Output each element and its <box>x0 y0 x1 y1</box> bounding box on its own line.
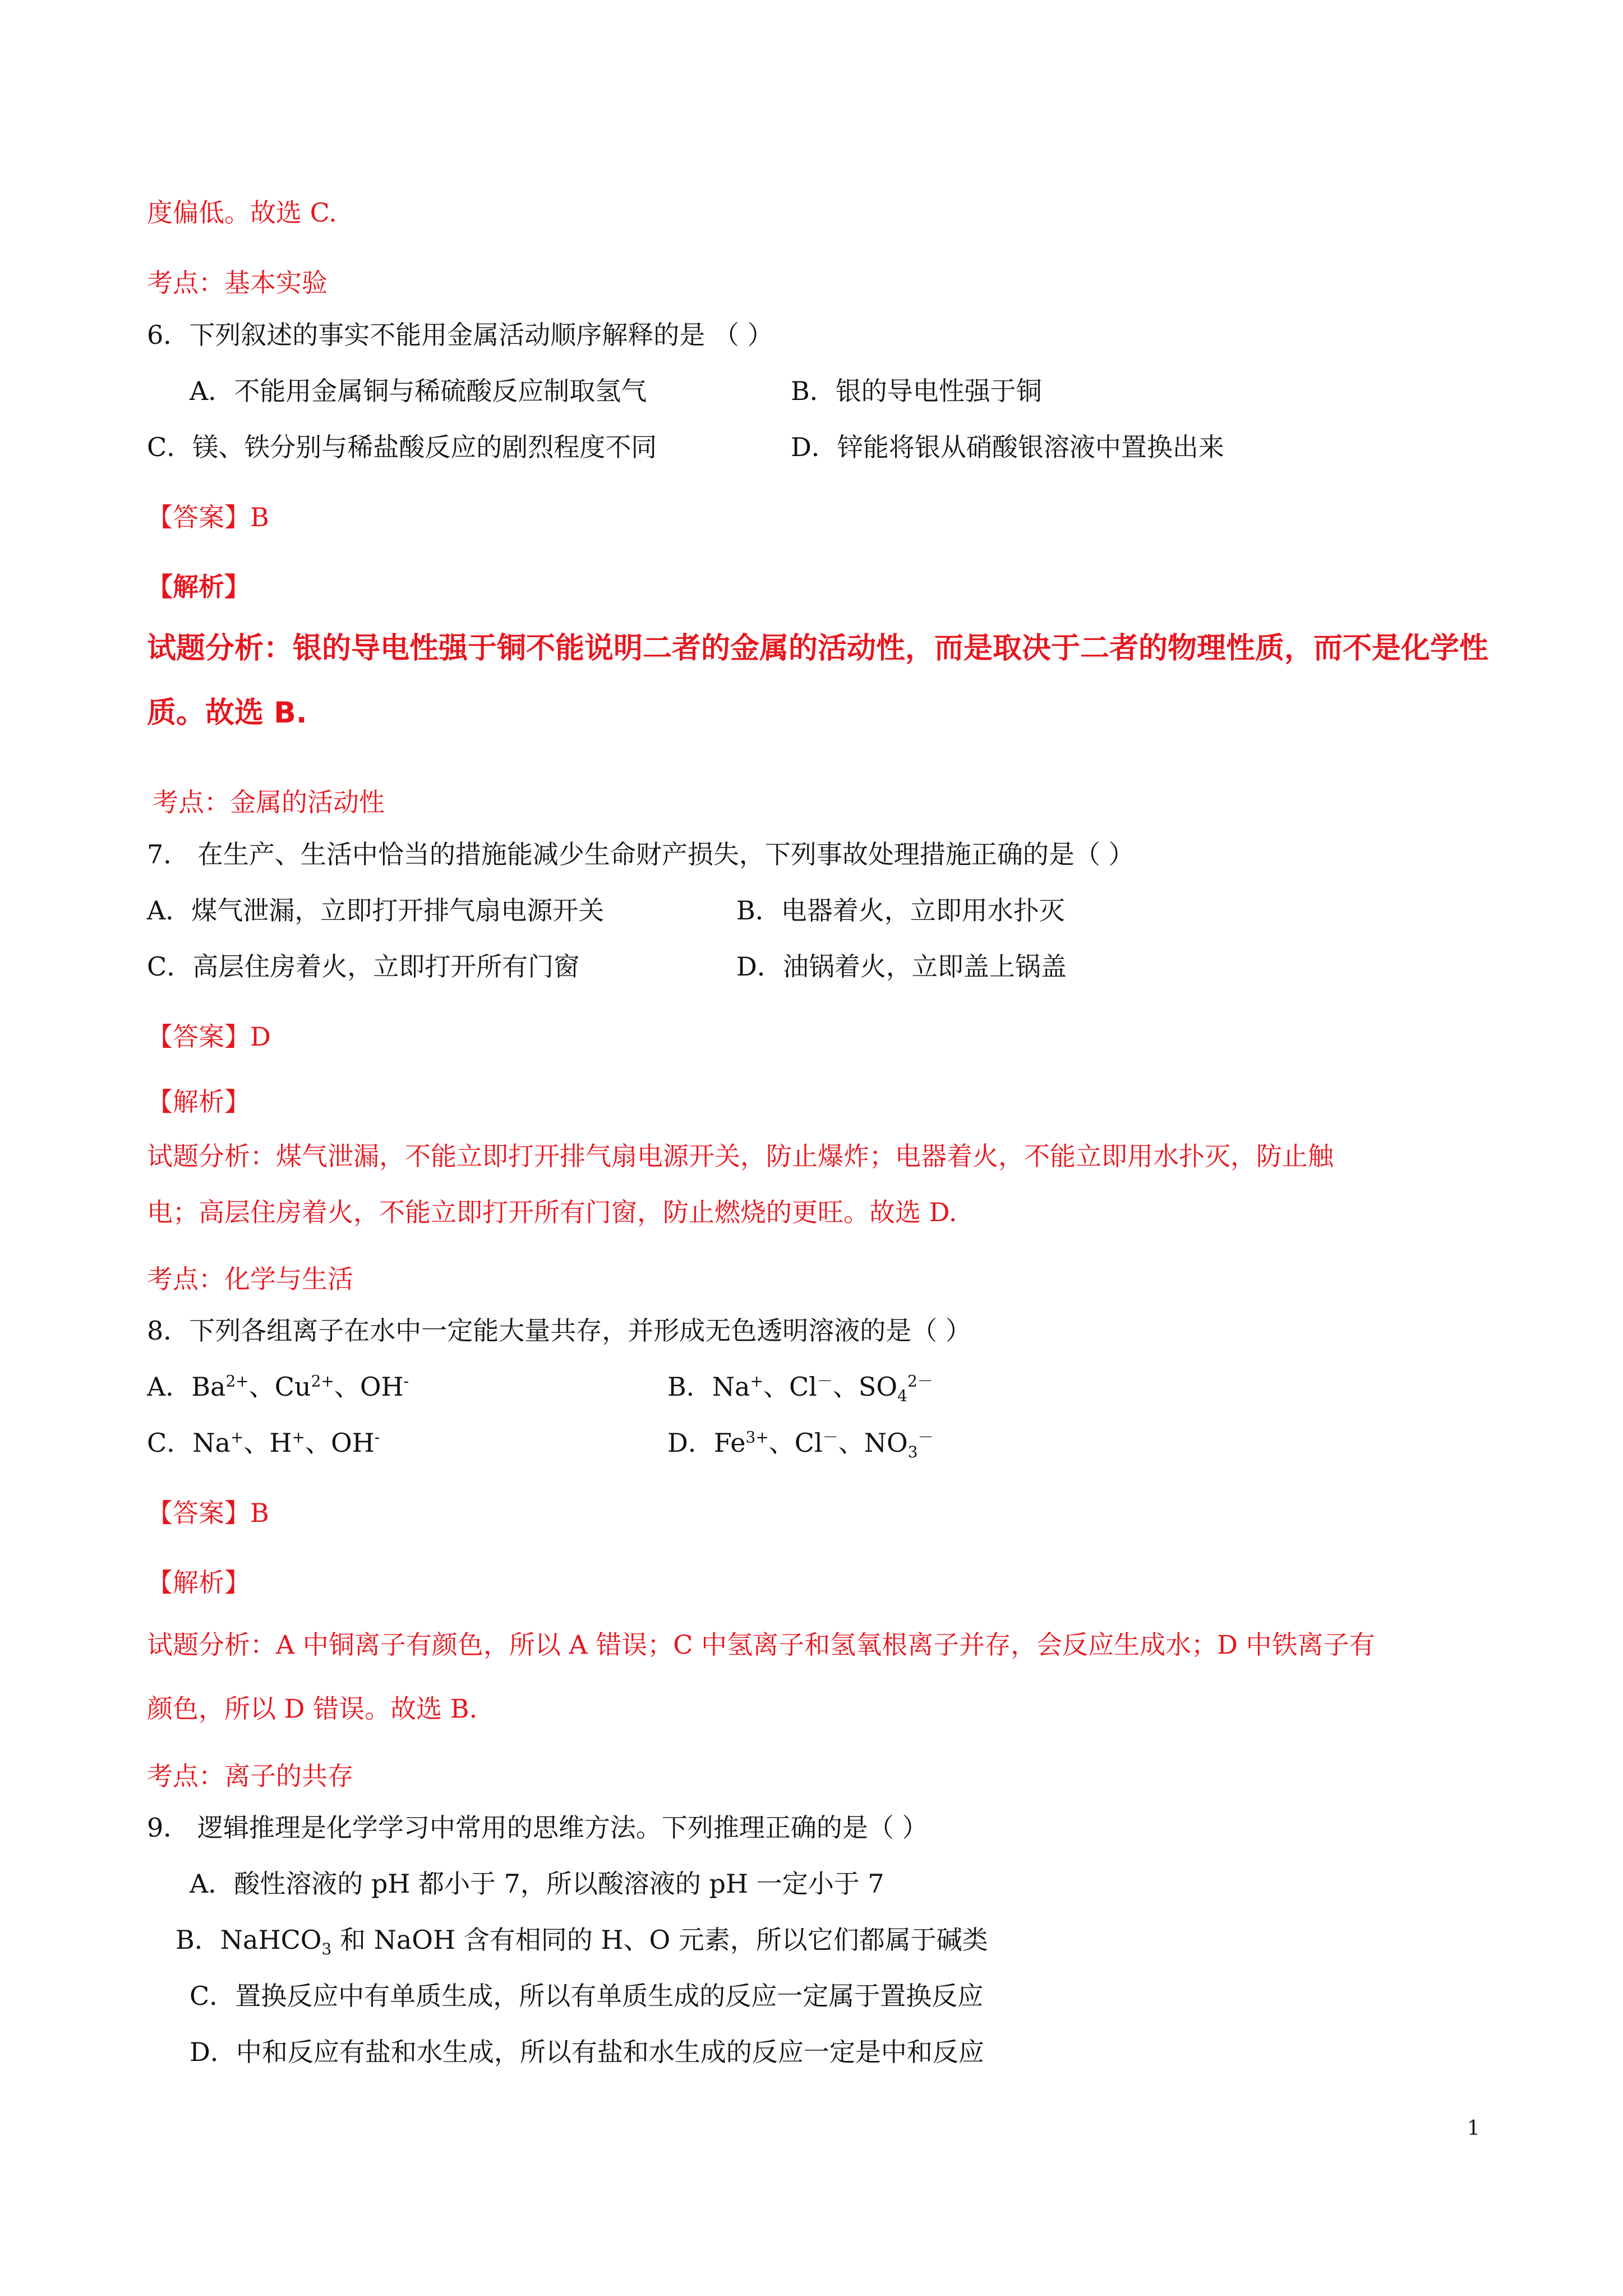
q8-option-c: C．Na+、H+、OH- <box>147 1428 380 1458</box>
q7-option-b: B．电器着火，立即用水扑灭 <box>736 895 1065 926</box>
q6-kaodian: 考点：金属的活动性 <box>153 787 385 817</box>
q8-kaodian: 考点：离子的共存 <box>147 1761 353 1791</box>
q7-option-d: D．油锅着火，立即盖上锅盖 <box>736 951 1067 982</box>
q8-stem: 8．下列各组离子在水中一定能大量共存，并形成无色透明溶液的是（ ） <box>147 1315 971 1346</box>
q8-analysis-line-1: 试题分析：A 中铜离子有颜色，所以 A 错误；C 中氢离子和氢氧根离子并存，会反应生成水；D 中铁离子有 <box>147 1630 1375 1660</box>
prev-conclusion: 度偏低。故选 C. <box>147 197 337 228</box>
q8-analysis-title: 【解析】 <box>147 1567 250 1598</box>
q7-analysis-title: 【解析】 <box>147 1087 250 1117</box>
q6-stem: 6．下列叙述的事实不能用金属活动顺序解释的是 （ ） <box>147 320 773 350</box>
q8-option-a: A．$Ba^{2+}$、$Cu^{2+}$、OH- <box>147 1372 409 1402</box>
q7-stem: 7． 在生产、生活中恰当的措施能减少生命财产损失，下列事故处理措施正确的是（ ） <box>147 839 1135 869</box>
q7-analysis-line-2: 电；高层住房着火，不能立即打开所有门窗，防止燃烧的更旺。故选 D. <box>147 1197 957 1227</box>
q6-analysis-line-1: 试题分析：银的导电性强于铜不能说明二者的金属的活动性，而是取决于二者的物理性质，而不是化学性 <box>147 632 1489 665</box>
q8-option-b: B．Na+、Cl－、$SO_4^{2-}$ <box>667 1372 933 1406</box>
q7-option-a: A．煤气泄漏，立即打开排气扇电源开关 <box>147 895 605 926</box>
page-number: 1 <box>1467 2117 1480 2140</box>
q6-option-d: D．锌能将银从硝酸银溶液中置换出来 <box>791 432 1224 462</box>
q9-stem: 9． 逻辑推理是化学学习中常用的思维方法。下列推理正确的是（ ） <box>147 1812 928 1843</box>
prev-kaodian: 考点：基本实验 <box>147 268 328 298</box>
q7-option-c: C．高层住房着火，立即打开所有门窗 <box>147 951 580 982</box>
q6-analysis-line-2: 质。故选 B. <box>147 696 307 730</box>
q7-kaodian: 考点：化学与生活 <box>147 1264 353 1294</box>
q7-analysis-line-1: 试题分析：煤气泄漏，不能立即打开排气扇电源开关，防止爆炸；电器着火，不能立即用水扑灭，防止触 <box>147 1141 1334 1171</box>
q9-option-b: B．NaHCO$_3$ 和 NaOH 含有相同的 H、O 元素，所以它们都属于碱类 <box>176 1925 988 1959</box>
q6-analysis-title: 【解析】 <box>147 572 250 602</box>
q6-answer: 【答案】B <box>147 502 269 532</box>
q6-option-c: C．镁、铁分别与稀盐酸反应的剧烈程度不同 <box>147 432 657 462</box>
q6-option-b: B．银的导电性强于铜 <box>791 376 1042 406</box>
q9-option-a: A．酸性溶液的 pH 都小于 7，所以酸溶液的 pH 一定小于 7 <box>190 1869 884 1899</box>
q9-option-c: C．置换反应中有单质生成，所以有单质生成的反应一定属于置换反应 <box>190 1981 984 2011</box>
q6-option-a: A．不能用金属铜与稀硫酸反应制取氢气 <box>190 376 647 406</box>
q9-option-d: D．中和反应有盐和水生成，所以有盐和水生成的反应一定是中和反应 <box>190 2037 984 2067</box>
q8-answer: 【答案】B <box>147 1498 269 1528</box>
q8-option-d: D．$Fe^{3+}$、Cl－、$NO_3^-$ <box>667 1428 934 1462</box>
q8-analysis-line-2: 颜色，所以 D 错误。故选 B. <box>147 1694 478 1724</box>
q7-answer: 【答案】D <box>147 1022 271 1052</box>
